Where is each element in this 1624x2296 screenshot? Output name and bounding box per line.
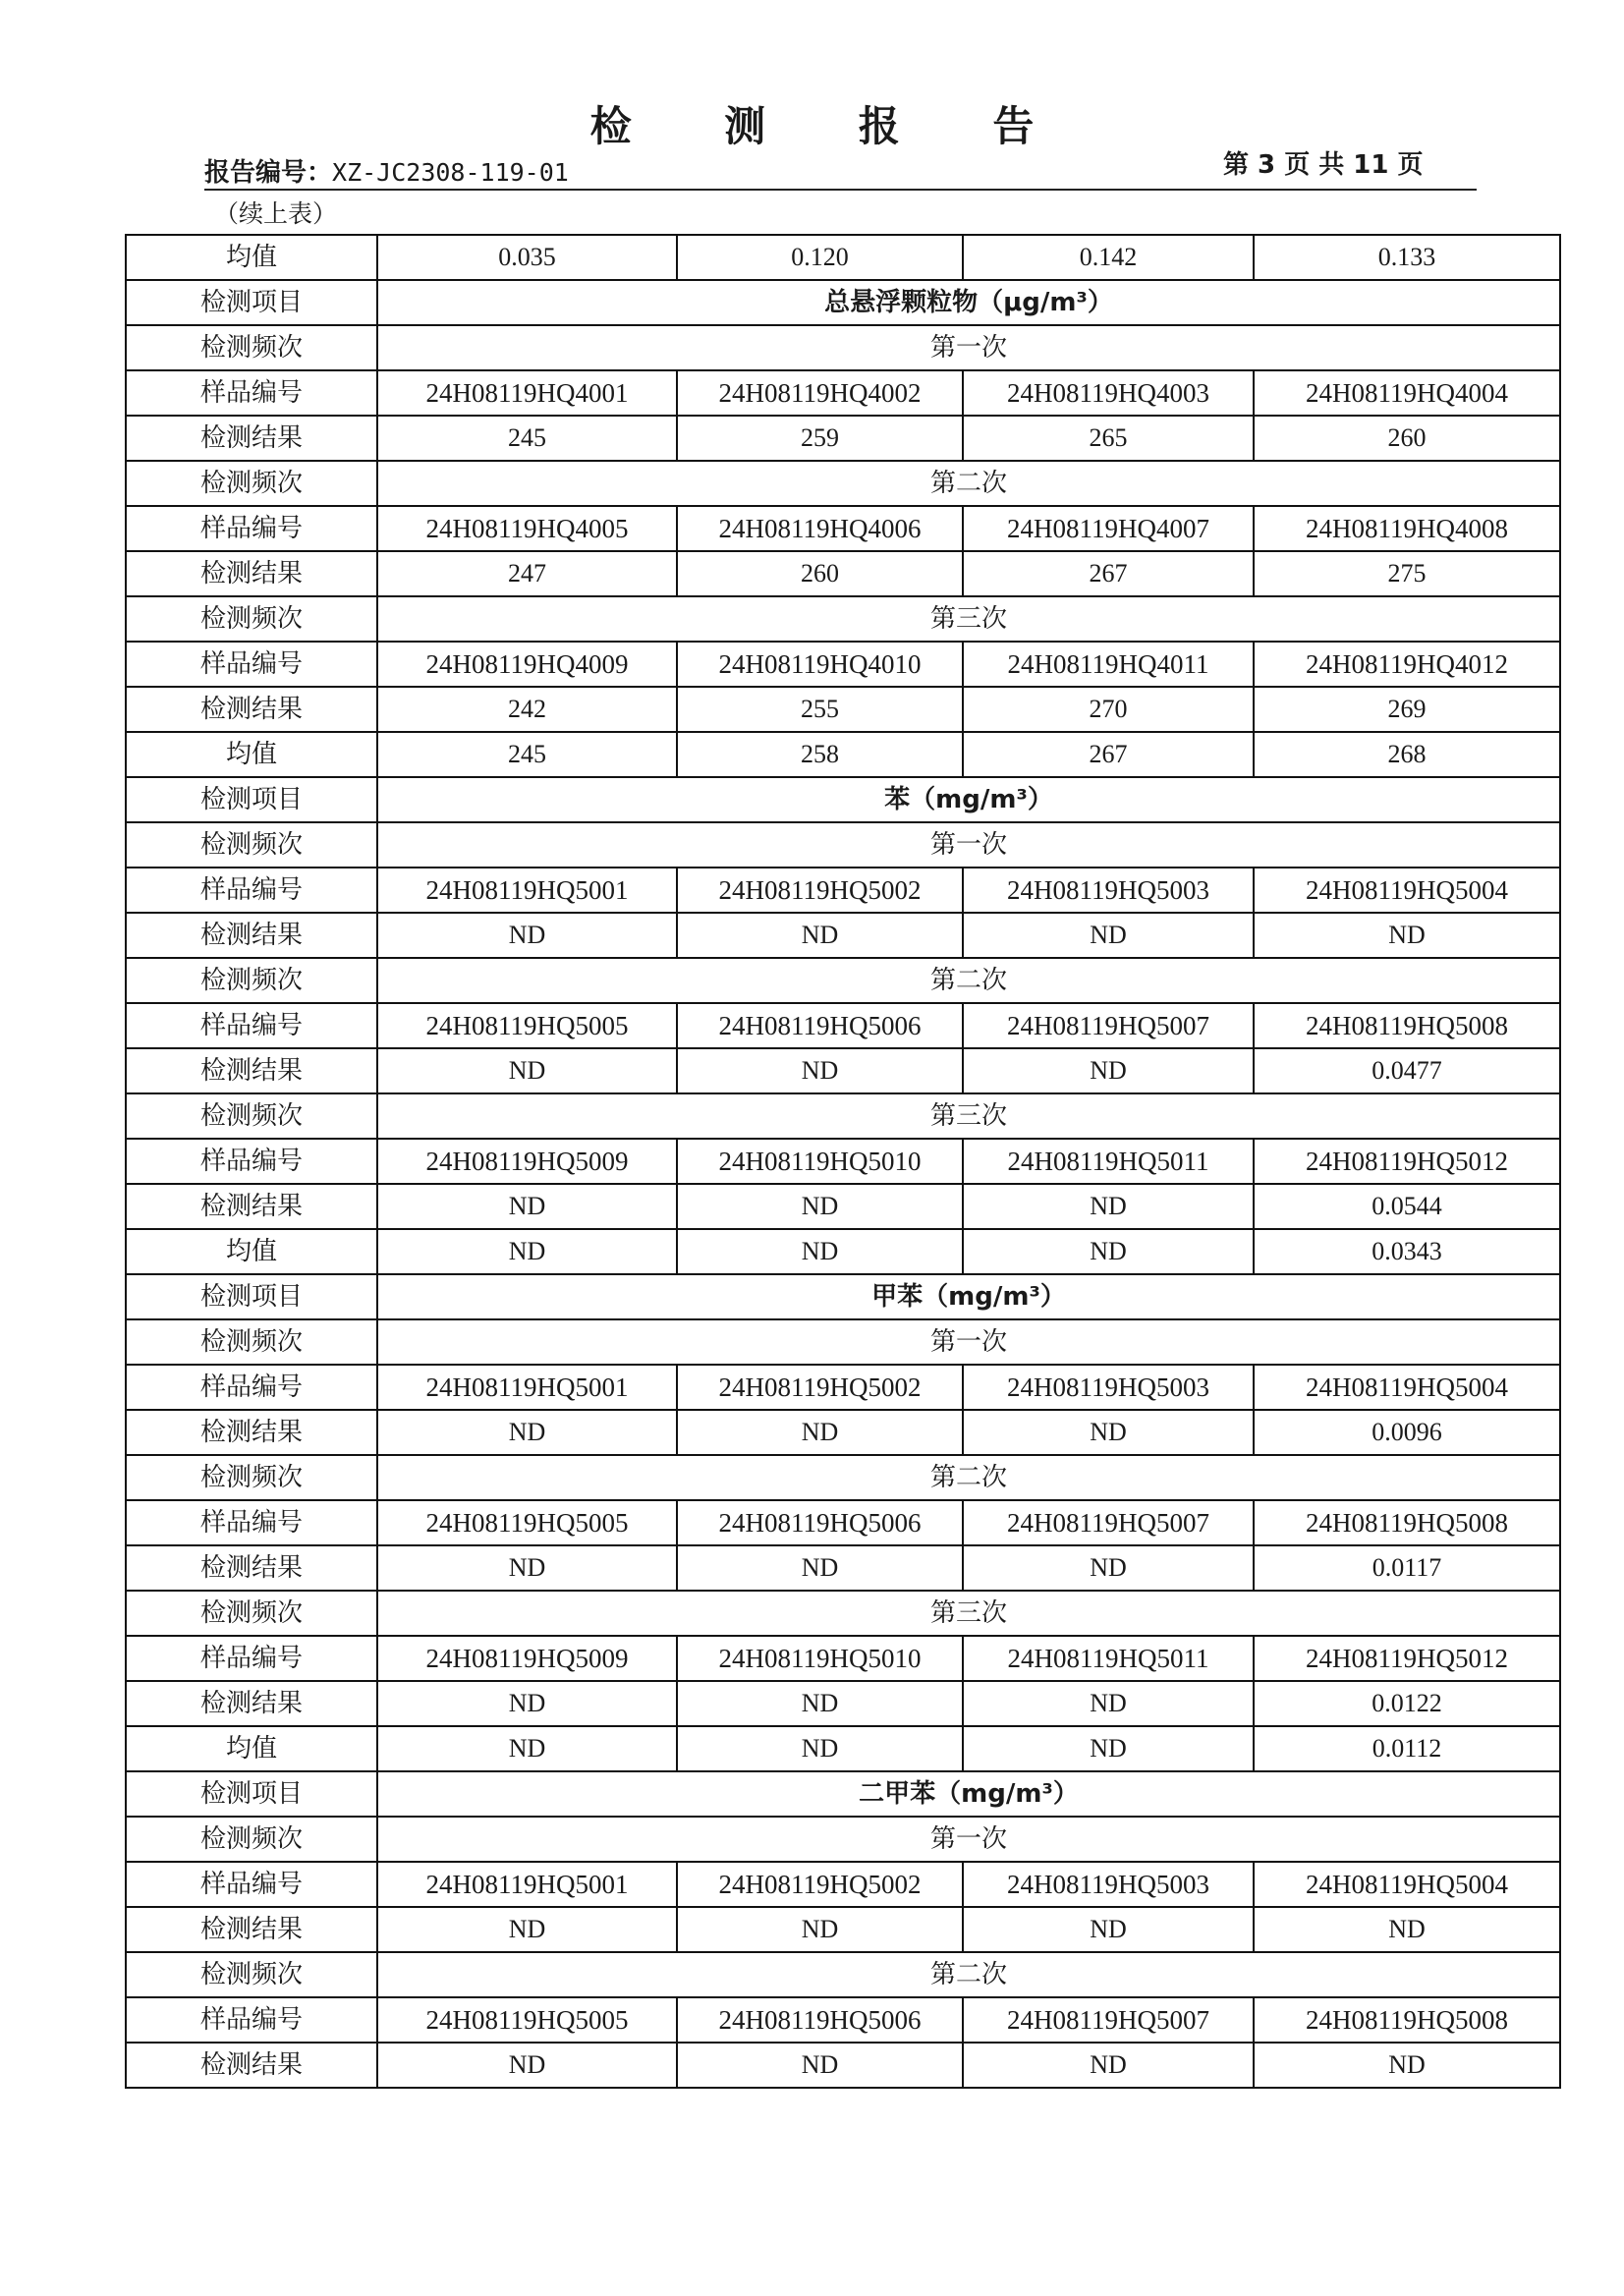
value-cell: ND bbox=[377, 1907, 677, 1952]
row-label: 检测频次 bbox=[126, 1455, 377, 1500]
table-row bbox=[126, 732, 1560, 777]
sample-id-cell: 24H08119HQ5004 bbox=[1254, 868, 1560, 913]
sample-id-cell: 24H08119HQ5012 bbox=[1254, 1139, 1560, 1184]
value-cell: 242 bbox=[377, 687, 677, 732]
sample-id-cell: 24H08119HQ4002 bbox=[677, 370, 963, 416]
table-row bbox=[126, 235, 1560, 280]
sample-id-cell: 24H08119HQ4005 bbox=[377, 506, 677, 551]
value-cell: ND bbox=[377, 1184, 677, 1229]
row-label: 检测项目 bbox=[126, 1771, 377, 1817]
sample-id-cell: 24H08119HQ5007 bbox=[963, 1997, 1254, 2043]
row-label: 检测结果 bbox=[126, 687, 377, 732]
value-cell: 268 bbox=[1254, 732, 1560, 777]
table-row bbox=[126, 280, 1560, 325]
table-row bbox=[126, 1997, 1560, 2043]
row-label: 检测频次 bbox=[126, 596, 377, 642]
row-label: 均值 bbox=[126, 732, 377, 777]
sample-id-cell: 24H08119HQ4004 bbox=[1254, 370, 1560, 416]
sample-id-cell: 24H08119HQ5002 bbox=[677, 1365, 963, 1410]
value-cell: ND bbox=[677, 913, 963, 958]
value-cell: ND bbox=[963, 2043, 1254, 2088]
value-cell: 0.0117 bbox=[1254, 1545, 1560, 1591]
test-round-cell: 第一次 bbox=[377, 1817, 1560, 1862]
row-label: 样品编号 bbox=[126, 1636, 377, 1681]
value-cell: 0.0544 bbox=[1254, 1184, 1560, 1229]
table-row bbox=[126, 1003, 1560, 1048]
row-label: 检测结果 bbox=[126, 1048, 377, 1093]
sample-id-cell: 24H08119HQ4001 bbox=[377, 370, 677, 416]
test-round-cell: 第二次 bbox=[377, 461, 1560, 506]
test-round-cell: 第二次 bbox=[377, 1455, 1560, 1500]
value-cell: 0.0112 bbox=[1254, 1726, 1560, 1771]
row-label: 检测结果 bbox=[126, 913, 377, 958]
table-row bbox=[126, 687, 1560, 732]
table-row bbox=[126, 1726, 1560, 1771]
table-row bbox=[126, 1771, 1560, 1817]
sample-id-cell: 24H08119HQ4011 bbox=[963, 642, 1254, 687]
test-item-cell: 甲苯（mg/m³） bbox=[377, 1274, 1560, 1319]
table-row bbox=[126, 1274, 1560, 1319]
row-label: 检测频次 bbox=[126, 1952, 377, 1997]
test-round-cell: 第三次 bbox=[377, 1591, 1560, 1636]
row-label: 均值 bbox=[126, 1726, 377, 1771]
row-label: 检测结果 bbox=[126, 1410, 377, 1455]
value-cell: ND bbox=[677, 1048, 963, 1093]
row-label: 均值 bbox=[126, 235, 377, 280]
sample-id-cell: 24H08119HQ5004 bbox=[1254, 1365, 1560, 1410]
table-row bbox=[126, 822, 1560, 868]
sample-id-cell: 24H08119HQ5008 bbox=[1254, 1500, 1560, 1545]
value-cell: 255 bbox=[677, 687, 963, 732]
value-cell: ND bbox=[963, 1048, 1254, 1093]
value-cell: 260 bbox=[677, 551, 963, 596]
row-label: 样品编号 bbox=[126, 1862, 377, 1907]
row-label: 检测频次 bbox=[126, 325, 377, 370]
table-row bbox=[126, 1093, 1560, 1139]
row-label: 检测结果 bbox=[126, 1681, 377, 1726]
table-row bbox=[126, 1681, 1560, 1726]
sample-id-cell: 24H08119HQ4008 bbox=[1254, 506, 1560, 551]
test-round-cell: 第二次 bbox=[377, 1952, 1560, 1997]
value-cell: 270 bbox=[963, 687, 1254, 732]
value-cell: ND bbox=[677, 1229, 963, 1274]
row-label: 检测频次 bbox=[126, 1817, 377, 1862]
value-cell: 0.035 bbox=[377, 235, 677, 280]
sample-id-cell: 24H08119HQ5010 bbox=[677, 1139, 963, 1184]
row-label: 样品编号 bbox=[126, 1365, 377, 1410]
value-cell: ND bbox=[377, 1545, 677, 1591]
value-cell: ND bbox=[377, 2043, 677, 2088]
report-number-value: XZ-JC2308-119-01 bbox=[332, 158, 569, 187]
table-row bbox=[126, 1455, 1560, 1500]
sample-id-cell: 24H08119HQ5005 bbox=[377, 1003, 677, 1048]
sample-id-cell: 24H08119HQ5003 bbox=[963, 1365, 1254, 1410]
table-row bbox=[126, 2043, 1560, 2088]
table-row bbox=[126, 642, 1560, 687]
sample-id-cell: 24H08119HQ5004 bbox=[1254, 1862, 1560, 1907]
row-label: 检测频次 bbox=[126, 822, 377, 868]
table-row bbox=[126, 416, 1560, 461]
row-label: 检测项目 bbox=[126, 1274, 377, 1319]
table-row bbox=[126, 958, 1560, 1003]
row-label: 检测频次 bbox=[126, 1319, 377, 1365]
table-row bbox=[126, 1817, 1560, 1862]
value-cell: 275 bbox=[1254, 551, 1560, 596]
value-cell: 265 bbox=[963, 416, 1254, 461]
value-cell: ND bbox=[377, 913, 677, 958]
row-label: 样品编号 bbox=[126, 642, 377, 687]
test-item-cell: 苯（mg/m³） bbox=[377, 777, 1560, 822]
report-number bbox=[204, 152, 569, 189]
test-item-cell: 总悬浮颗粒物（μg/m³） bbox=[377, 280, 1560, 325]
table-row bbox=[126, 551, 1560, 596]
table-row bbox=[126, 1184, 1560, 1229]
row-label: 检测结果 bbox=[126, 1184, 377, 1229]
value-cell: ND bbox=[677, 1184, 963, 1229]
table-row bbox=[126, 596, 1560, 642]
test-item-cell: 二甲苯（mg/m³） bbox=[377, 1771, 1560, 1817]
value-cell: ND bbox=[1254, 913, 1560, 958]
value-cell: ND bbox=[963, 1545, 1254, 1591]
value-cell: ND bbox=[677, 2043, 963, 2088]
value-cell: ND bbox=[963, 913, 1254, 958]
table-row bbox=[126, 1952, 1560, 1997]
value-cell: 269 bbox=[1254, 687, 1560, 732]
sample-id-cell: 24H08119HQ5006 bbox=[677, 1003, 963, 1048]
table-row bbox=[126, 1636, 1560, 1681]
row-label: 样品编号 bbox=[126, 370, 377, 416]
sample-id-cell: 24H08119HQ5011 bbox=[963, 1139, 1254, 1184]
table-row bbox=[126, 1410, 1560, 1455]
row-label: 样品编号 bbox=[126, 1500, 377, 1545]
table-row bbox=[126, 868, 1560, 913]
value-cell: ND bbox=[1254, 2043, 1560, 2088]
value-cell: ND bbox=[677, 1410, 963, 1455]
value-cell: 245 bbox=[377, 416, 677, 461]
value-cell: ND bbox=[677, 1907, 963, 1952]
value-cell: 259 bbox=[677, 416, 963, 461]
sample-id-cell: 24H08119HQ5002 bbox=[677, 1862, 963, 1907]
test-round-cell: 第一次 bbox=[377, 1319, 1560, 1365]
table-row bbox=[126, 913, 1560, 958]
table-row bbox=[126, 1907, 1560, 1952]
results-table bbox=[125, 234, 1561, 2089]
sample-id-cell: 24H08119HQ5009 bbox=[377, 1139, 677, 1184]
table-row bbox=[126, 506, 1560, 551]
row-label: 检测项目 bbox=[126, 777, 377, 822]
sample-id-cell: 24H08119HQ5003 bbox=[963, 868, 1254, 913]
row-label: 样品编号 bbox=[126, 506, 377, 551]
value-cell: 247 bbox=[377, 551, 677, 596]
value-cell: 267 bbox=[963, 732, 1254, 777]
value-cell: 0.0096 bbox=[1254, 1410, 1560, 1455]
sample-id-cell: 24H08119HQ5005 bbox=[377, 1500, 677, 1545]
report-title: 检 测 报 告 bbox=[589, 102, 1074, 150]
value-cell: 0.142 bbox=[963, 235, 1254, 280]
sample-id-cell: 24H08119HQ4012 bbox=[1254, 642, 1560, 687]
row-label: 检测项目 bbox=[126, 280, 377, 325]
report-number-label: 报告编号： bbox=[204, 158, 333, 188]
sample-id-cell: 24H08119HQ5012 bbox=[1254, 1636, 1560, 1681]
table-row bbox=[126, 1545, 1560, 1591]
value-cell: ND bbox=[963, 1229, 1254, 1274]
test-round-cell: 第一次 bbox=[377, 325, 1560, 370]
table-row bbox=[126, 777, 1560, 822]
row-label: 样品编号 bbox=[126, 868, 377, 913]
table-row bbox=[126, 1319, 1560, 1365]
sample-id-cell: 24H08119HQ5003 bbox=[963, 1862, 1254, 1907]
results-table-body bbox=[126, 235, 1560, 2088]
table-row bbox=[126, 1229, 1560, 1274]
row-label: 检测结果 bbox=[126, 1545, 377, 1591]
sample-id-cell: 24H08119HQ5001 bbox=[377, 868, 677, 913]
row-label: 样品编号 bbox=[126, 1139, 377, 1184]
sample-id-cell: 24H08119HQ5011 bbox=[963, 1636, 1254, 1681]
table-row bbox=[126, 1500, 1560, 1545]
value-cell: 0.133 bbox=[1254, 235, 1560, 280]
table-row bbox=[126, 370, 1560, 416]
sample-id-cell: 24H08119HQ5007 bbox=[963, 1003, 1254, 1048]
value-cell: ND bbox=[963, 1726, 1254, 1771]
sample-id-cell: 24H08119HQ4006 bbox=[677, 506, 963, 551]
sample-id-cell: 24H08119HQ5008 bbox=[1254, 1997, 1560, 2043]
value-cell: ND bbox=[677, 1681, 963, 1726]
row-label: 检测结果 bbox=[126, 416, 377, 461]
row-label: 均值 bbox=[126, 1229, 377, 1274]
sample-id-cell: 24H08119HQ5002 bbox=[677, 868, 963, 913]
sample-id-cell: 24H08119HQ4007 bbox=[963, 506, 1254, 551]
sample-id-cell: 24H08119HQ5006 bbox=[677, 1997, 963, 2043]
table-row bbox=[126, 1591, 1560, 1636]
sample-id-cell: 24H08119HQ5009 bbox=[377, 1636, 677, 1681]
table-row bbox=[126, 1365, 1560, 1410]
value-cell: 0.120 bbox=[677, 235, 963, 280]
page-number: 第 3 页 共 11 页 bbox=[1223, 150, 1424, 180]
value-cell: ND bbox=[377, 1726, 677, 1771]
sample-id-cell: 24H08119HQ4009 bbox=[377, 642, 677, 687]
row-label: 检测频次 bbox=[126, 1591, 377, 1636]
value-cell: ND bbox=[677, 1545, 963, 1591]
sample-id-cell: 24H08119HQ5001 bbox=[377, 1365, 677, 1410]
test-round-cell: 第三次 bbox=[377, 1093, 1560, 1139]
sample-id-cell: 24H08119HQ5008 bbox=[1254, 1003, 1560, 1048]
value-cell: 0.0122 bbox=[1254, 1681, 1560, 1726]
sample-id-cell: 24H08119HQ5001 bbox=[377, 1862, 677, 1907]
value-cell: ND bbox=[677, 1726, 963, 1771]
value-cell: 0.0343 bbox=[1254, 1229, 1560, 1274]
value-cell: ND bbox=[377, 1229, 677, 1274]
value-cell: 258 bbox=[677, 732, 963, 777]
sample-id-cell: 24H08119HQ5006 bbox=[677, 1500, 963, 1545]
table-row bbox=[126, 1048, 1560, 1093]
sample-id-cell: 24H08119HQ4010 bbox=[677, 642, 963, 687]
table-row bbox=[126, 1862, 1560, 1907]
sample-id-cell: 24H08119HQ5010 bbox=[677, 1636, 963, 1681]
sample-id-cell: 24H08119HQ4003 bbox=[963, 370, 1254, 416]
table-row bbox=[126, 461, 1560, 506]
value-cell: ND bbox=[377, 1410, 677, 1455]
sample-id-cell: 24H08119HQ5007 bbox=[963, 1500, 1254, 1545]
value-cell: 260 bbox=[1254, 416, 1560, 461]
row-label: 样品编号 bbox=[126, 1997, 377, 2043]
table-row bbox=[126, 1139, 1560, 1184]
header-divider bbox=[204, 189, 1477, 191]
value-cell: ND bbox=[1254, 1907, 1560, 1952]
row-label: 检测频次 bbox=[126, 1093, 377, 1139]
row-label: 检测结果 bbox=[126, 2043, 377, 2088]
sample-id-cell: 24H08119HQ5005 bbox=[377, 1997, 677, 2043]
row-label: 检测频次 bbox=[126, 461, 377, 506]
value-cell: 0.0477 bbox=[1254, 1048, 1560, 1093]
table-row bbox=[126, 325, 1560, 370]
row-label: 样品编号 bbox=[126, 1003, 377, 1048]
value-cell: ND bbox=[377, 1048, 677, 1093]
value-cell: ND bbox=[963, 1907, 1254, 1952]
test-round-cell: 第二次 bbox=[377, 958, 1560, 1003]
row-label: 检测频次 bbox=[126, 958, 377, 1003]
value-cell: 245 bbox=[377, 732, 677, 777]
test-round-cell: 第一次 bbox=[377, 822, 1560, 868]
value-cell: ND bbox=[963, 1184, 1254, 1229]
value-cell: ND bbox=[963, 1681, 1254, 1726]
value-cell: ND bbox=[377, 1681, 677, 1726]
test-round-cell: 第三次 bbox=[377, 596, 1560, 642]
value-cell: ND bbox=[963, 1410, 1254, 1455]
row-label: 检测结果 bbox=[126, 1907, 377, 1952]
continued-label: （续上表） bbox=[214, 199, 338, 228]
value-cell: 267 bbox=[963, 551, 1254, 596]
row-label: 检测结果 bbox=[126, 551, 377, 596]
